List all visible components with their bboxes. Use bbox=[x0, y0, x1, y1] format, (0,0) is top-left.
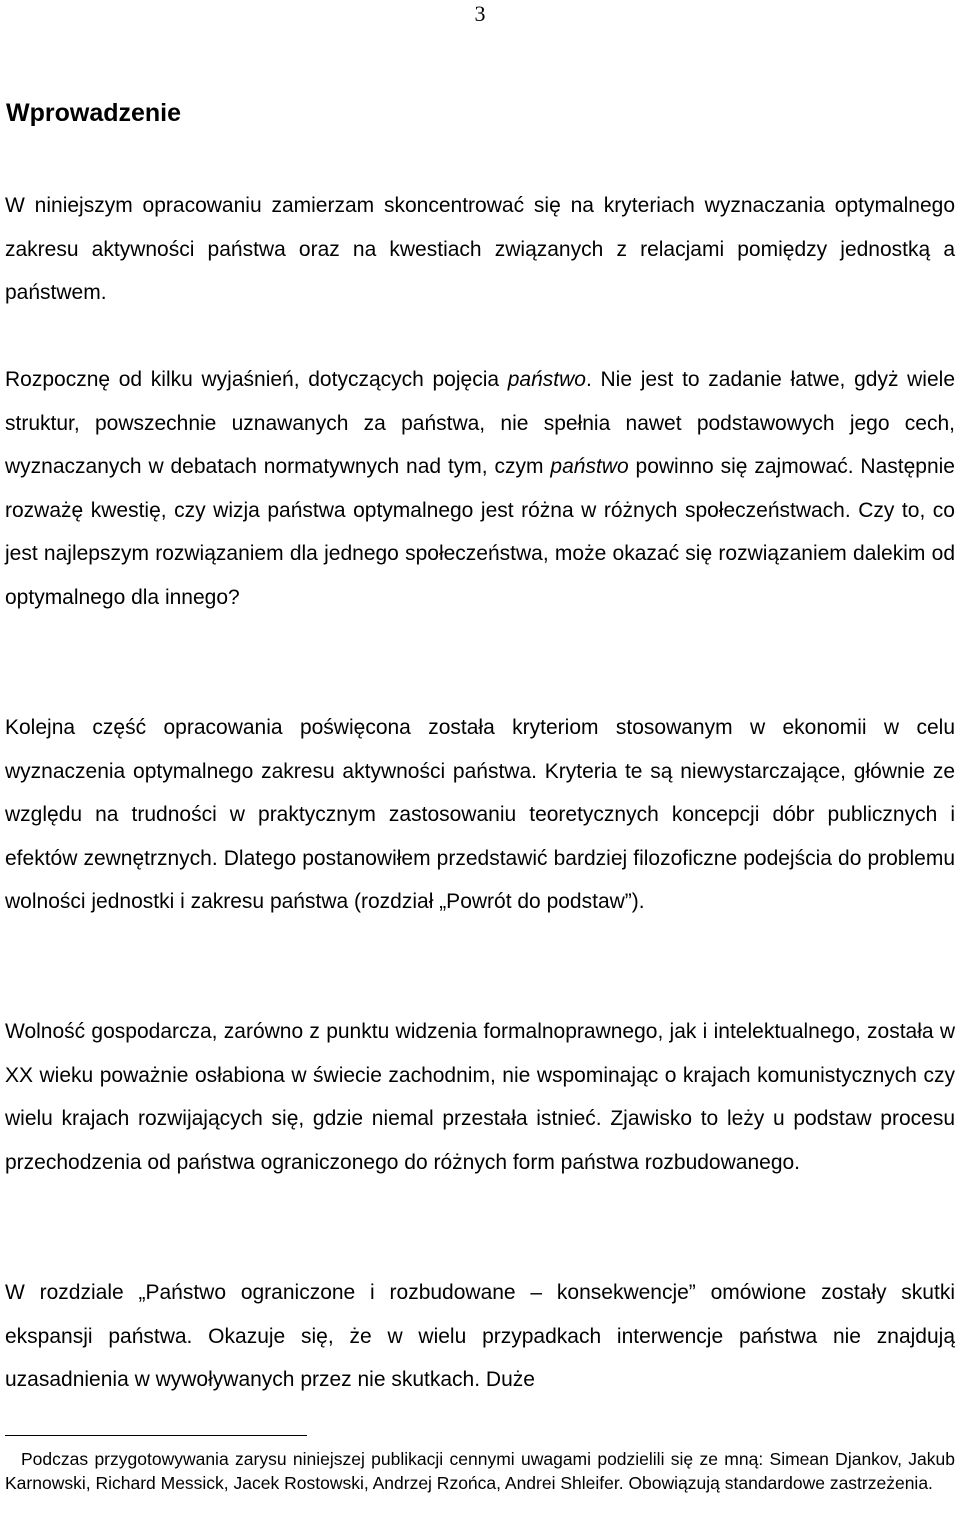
paragraph-text-segment: Rozpocznę od kilku wyjaśnień, dotyczących pojęcia bbox=[5, 368, 508, 391]
italic-term: państwo bbox=[507, 368, 586, 391]
footnote-text: Podczas przygotowywania zarysu niniejszej publikacji cennymi uwagami podzielili się ze mną: Simean Djankov, Jakub Karnowski, Richard Messick, Jacek Rostowski, Andrzej Rzońca, Andrei Shleifer. Obowiązują standardowe zastrzeżenia. bbox=[5, 1449, 955, 1493]
footnote-separator bbox=[5, 1435, 307, 1436]
paragraph-state-expansion: W rozdziale „Państwo ograniczone i rozbudowane – konsekwencje” omówione zostały skutki ekspansji państwa. Okazuje się, że w wielu przypadkach interwencje państwa nie znajdują uzasadnienia w wywoływanych przez nie skutkach. Duże bbox=[5, 1281, 955, 1391]
paragraph-economic-freedom: Wolność gospodarcza, zarówno z punktu widzenia formalnoprawnego, jak i intelektualnego, została w XX wieku poważnie osłabiona w świecie zachodnim, nie wspominając o krajach komunistycznych czy wielu krajach rozwijających się, gdzie niemal przestała istnieć. Zjawisko to leży u podstaw procesu przechodzenia od państwa ograniczonego do różnych form państwa rozbudowanego. bbox=[5, 1020, 955, 1174]
paragraph-text-segment: powinno się zajmować. Następnie rozważę kwestię, czy wizja państwa optymalnego jest różna w różnych społeczeństwach. Czy to, co jest najlepszym rozwiązaniem dla jednego społeczeństwa, może okazać się rozwiązaniem dalekim od optymalnego dla innego? bbox=[5, 455, 955, 609]
paragraph-state-definition bbox=[5, 358, 955, 619]
page-number: 3 bbox=[474, 1, 486, 26]
section-heading: Wprowadzenie bbox=[6, 99, 182, 127]
paragraph-economic-criteria: Kolejna część opracowania poświęcona została kryteriom stosowanym w ekonomii w celu wyznaczenia optymalnego zakresu aktywności państwa. Kryteria te są niewystarczające, głównie ze względu na trudności w praktycznym zastosowaniu teoretycznych koncepcji dóbr publicznych i efektów zewnętrznych. Dlatego postanowiłem przedstawić bardziej filozoficzne podejścia do problemu wolności jednostki i zakresu państwa (rozdział „Powrót do podstaw”). bbox=[5, 716, 955, 913]
paragraph-text-segment: . Nie jest to zadanie łatwe, gdyż wiele struktur, powszechnie uznawanych za państwa, nie spełnia nawet podstawowych jego cech, wyznaczanych w debatach normatywnych nad tym, czym bbox=[5, 368, 955, 478]
italic-term: państwo bbox=[550, 455, 629, 478]
paragraph-intro: W niniejszym opracowaniu zamierzam skoncentrować się na kryteriach wyznaczania optymalnego zakresu aktywności państwa oraz na kwestiach związanych z relacjami pomiędzy jednostką a państwem. bbox=[5, 194, 955, 304]
footnote bbox=[5, 1447, 955, 1495]
